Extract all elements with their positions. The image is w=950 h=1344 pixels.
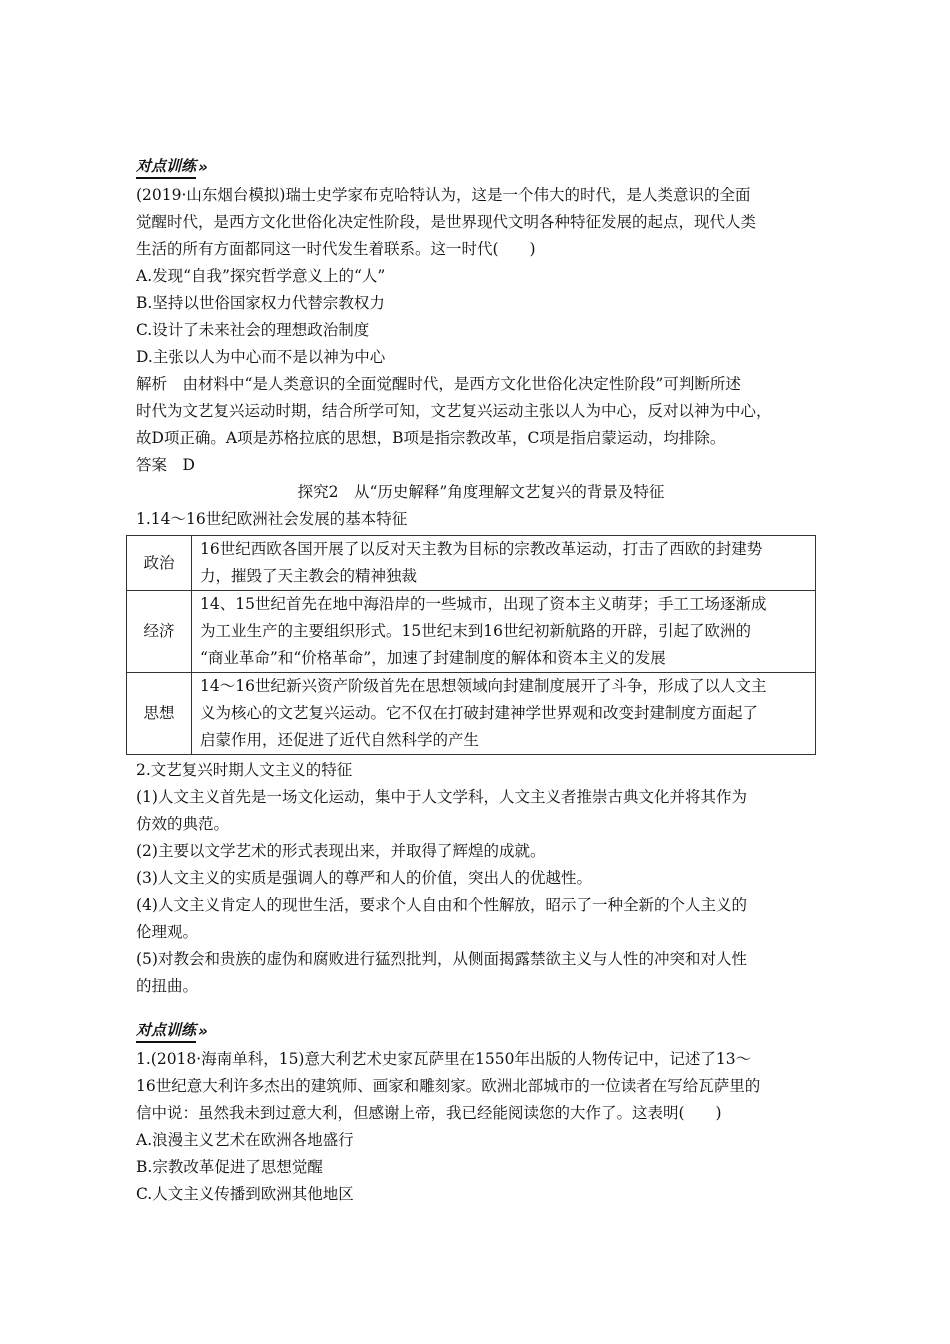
question-block — [136, 182, 826, 263]
answer: 答案 D — [136, 456, 195, 474]
table-row — [127, 591, 816, 673]
cell-line: “商业革命”和“价格革命”，加速了封建制度的解体和资本主义的发展 — [200, 649, 666, 667]
practice-heading-text: 对点训练 — [136, 1019, 196, 1043]
point-line: 伦理观。 — [136, 923, 199, 941]
point-line: (4)人文主义肯定人的现世生活，要求个人自由和个性解放，昭示了一种全新的个人主义的 — [136, 896, 747, 914]
row-key-economy: 经济 — [127, 591, 192, 673]
table-row — [127, 673, 816, 755]
analysis-line: 解析 由材料中“是人类意识的全面觉醒时代，是西方文化世俗化决定性阶段”可判断所述 — [136, 375, 741, 393]
practice-heading — [136, 1016, 826, 1046]
point-line: (3)人文主义的实质是强调人的尊严和人的价值，突出人的优越性。 — [136, 869, 592, 887]
question-line: 觉醒时代，是西方文化世俗化决定性阶段，是世界现代文明各种特征发展的起点，现代人类 — [136, 213, 757, 231]
question-block — [136, 1046, 826, 1127]
option-b: B.宗教改革促进了思想觉醒 — [136, 1158, 323, 1176]
question-line: 信中说：虽然我未到过意大利，但感谢上帝，我已经能阅读您的大作了。这表明( ) — [136, 1104, 722, 1122]
option-b: B.坚持以世俗国家权力代替宗教权力 — [136, 294, 385, 312]
row-key-politics: 政治 — [127, 536, 192, 591]
features-table — [126, 535, 816, 755]
double-chevron-icon: » — [198, 1022, 205, 1040]
point-line: (1)人文主义首先是一场文化运动，集中于人文学科，人文主义者推崇古典文化并将其作为 — [136, 788, 747, 806]
option-a: A.浪漫主义艺术在欧洲各地盛行 — [136, 1131, 354, 1149]
cell-line: 义为核心的文艺复兴运动。它不仅在打破封建神学世界观和改变封建制度方面起了 — [200, 704, 759, 722]
point-line: (5)对教会和贵族的虚伪和腐败进行猛烈批判，从侧面揭露禁欲主义与人性的冲突和对人性 — [136, 950, 747, 968]
row-content — [192, 673, 816, 755]
point-line: 的扭曲。 — [136, 977, 199, 995]
cell-line: 14～16世纪新兴资产阶级首先在思想领域向封建制度展开了斗争，形成了以人文主 — [200, 677, 767, 695]
points-block — [136, 784, 826, 1000]
double-chevron-icon: » — [198, 158, 205, 176]
question-line: 生活的所有方面都同这一时代发生着联系。这一时代( ) — [136, 240, 536, 258]
practice-heading — [136, 152, 826, 182]
question-line: (2019·山东烟台模拟)瑞士史学家布克哈特认为，这是一个伟大的时代，是人类意识的全面 — [136, 186, 751, 204]
question-line: 16世纪意大利许多杰出的建筑师、画家和雕刻家。欧洲北部城市的一位读者在写给瓦萨里的 — [136, 1077, 761, 1095]
table-row — [127, 536, 816, 591]
cell-line: 为工业生产的主要组织形式。15世纪末到16世纪初新航路的开辟，引起了欧洲的 — [200, 622, 751, 640]
explore-title: 探究2 从“历史解释”角度理解文艺复兴的背景及特征 — [297, 483, 665, 501]
analysis-line: 故D项正确。A项是苏格拉底的思想，B项是指宗教改革，C项是指启蒙运动，均排除。 — [136, 429, 726, 447]
point-line: (2)主要以文学艺术的形式表现出来，并取得了辉煌的成就。 — [136, 842, 546, 860]
cell-line: 16世纪西欧各国开展了以反对天主教为目标的宗教改革运动，打击了西欧的封建势 — [200, 540, 763, 558]
subheading-2: 2.文艺复兴时期人文主义的特征 — [136, 761, 353, 779]
options-block — [136, 1127, 826, 1208]
row-content — [192, 536, 816, 591]
analysis-block — [136, 371, 826, 452]
row-key-thought: 思想 — [127, 673, 192, 755]
cell-line: 力，摧毁了天主教会的精神独裁 — [200, 567, 418, 585]
row-content — [192, 591, 816, 673]
question-line: 1.(2018·海南单科，15)意大利艺术史家瓦萨里在1550年出版的人物传记中，记述了13～ — [136, 1050, 752, 1068]
point-line: 仿效的典范。 — [136, 815, 230, 833]
option-c: C.设计了未来社会的理想政治制度 — [136, 321, 370, 339]
option-c: C.人文主义传播到欧洲其他地区 — [136, 1185, 354, 1203]
subheading-1: 1.14～16世纪欧洲社会发展的基本特征 — [136, 510, 408, 528]
cell-line: 启蒙作用，还促进了近代自然科学的产生 — [200, 731, 480, 749]
practice-heading-text: 对点训练 — [136, 155, 196, 179]
analysis-line: 时代为文艺复兴运动时期，结合所学可知，文艺复兴运动主张以人为中心，反对以神为中心， — [136, 402, 772, 420]
document-page — [136, 150, 826, 1208]
options-block — [136, 263, 826, 371]
option-d: D.主张以人为中心而不是以神为中心 — [136, 348, 386, 366]
option-a: A.发现“自我”探究哲学意义上的“人” — [136, 267, 386, 285]
cell-line: 14、15世纪首先在地中海沿岸的一些城市，出现了资本主义萌芽；手工工场逐渐成 — [200, 595, 767, 613]
